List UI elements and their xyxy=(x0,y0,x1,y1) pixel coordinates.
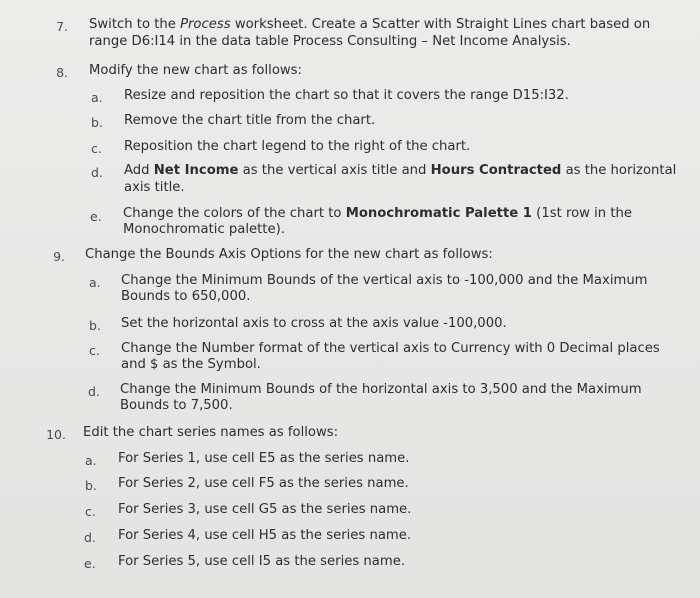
step-9b-letter: b. xyxy=(89,318,101,333)
step-9d-letter: d. xyxy=(88,384,100,399)
step-8e-letter: e. xyxy=(90,209,102,224)
step-9-text: Change the Bounds Axis Options for the new chart as follows: xyxy=(85,247,493,262)
step-10a-text: For Series 1, use cell E5 as the series name. xyxy=(118,451,410,466)
step-8e-line-2: Monochromatic palette). xyxy=(123,222,285,237)
step-7-number: 7. xyxy=(56,19,68,34)
step-9a-line-1: Change the Minimum Bounds of the vertical axis to -100,000 and the Maximum xyxy=(121,273,648,288)
step-10d-text: For Series 4, use cell H5 as the series name. xyxy=(118,528,412,543)
step-10b-letter: b. xyxy=(85,478,97,493)
step-9c-line-2: and $ as the Symbol. xyxy=(121,357,261,372)
step-10e-text: For Series 5, use cell I5 as the series name. xyxy=(118,554,406,569)
step-7-line-1: Switch to the Process worksheet. Create a Scatter with Straight Lines chart based on xyxy=(89,17,651,32)
step-9a-line-2: Bounds to 650,000. xyxy=(121,289,251,304)
step-8e-line-1: Change the colors of the chart to Monochromatic Palette 1 (1st row in the xyxy=(123,206,632,221)
step-9c-letter: c. xyxy=(89,343,100,358)
step-8d-line-2: axis title. xyxy=(124,180,185,195)
step-9d-line-2: Bounds to 7,500. xyxy=(120,398,233,413)
step-10c-text: For Series 3, use cell G5 as the series name. xyxy=(118,502,412,517)
step-7-line-2: range D6:I14 in the data table Process Consulting – Net Income Analysis. xyxy=(89,34,571,49)
step-8d-line-1: Add Net Income as the vertical axis title and Hours Contracted as the horizontal xyxy=(124,163,677,178)
step-9d-line-1: Change the Minimum Bounds of the horizontal axis to 3,500 and the Maximum xyxy=(120,382,642,397)
step-9c-line-1: Change the Number format of the vertical axis to Currency with 0 Decimal places xyxy=(121,341,660,356)
step-8-text: Modify the new chart as follows: xyxy=(89,63,302,78)
step-10-text: Edit the chart series names as follows: xyxy=(83,425,339,440)
step-10d-letter: d. xyxy=(84,530,96,545)
step-8a-letter: a. xyxy=(91,90,103,105)
step-10-number: 10. xyxy=(46,427,66,442)
step-10e-letter: e. xyxy=(84,556,96,571)
step-8d-letter: d. xyxy=(91,165,103,180)
step-8b-letter: b. xyxy=(91,115,103,130)
step-9b-text: Set the horizontal axis to cross at the axis value -100,000. xyxy=(121,316,507,331)
step-8c-text: Reposition the chart legend to the right of the chart. xyxy=(124,139,471,154)
step-10b-text: For Series 2, use cell F5 as the series name. xyxy=(118,476,409,491)
step-9a-letter: a. xyxy=(89,275,101,290)
step-8c-letter: c. xyxy=(91,141,102,156)
step-8b-text: Remove the chart title from the chart. xyxy=(124,113,376,128)
step-8-number: 8. xyxy=(56,65,68,80)
step-10a-letter: a. xyxy=(85,453,97,468)
step-10c-letter: c. xyxy=(85,504,96,519)
step-9-number: 9. xyxy=(53,249,65,264)
step-8a-text: Resize and reposition the chart so that it covers the range D15:I32. xyxy=(124,88,569,103)
